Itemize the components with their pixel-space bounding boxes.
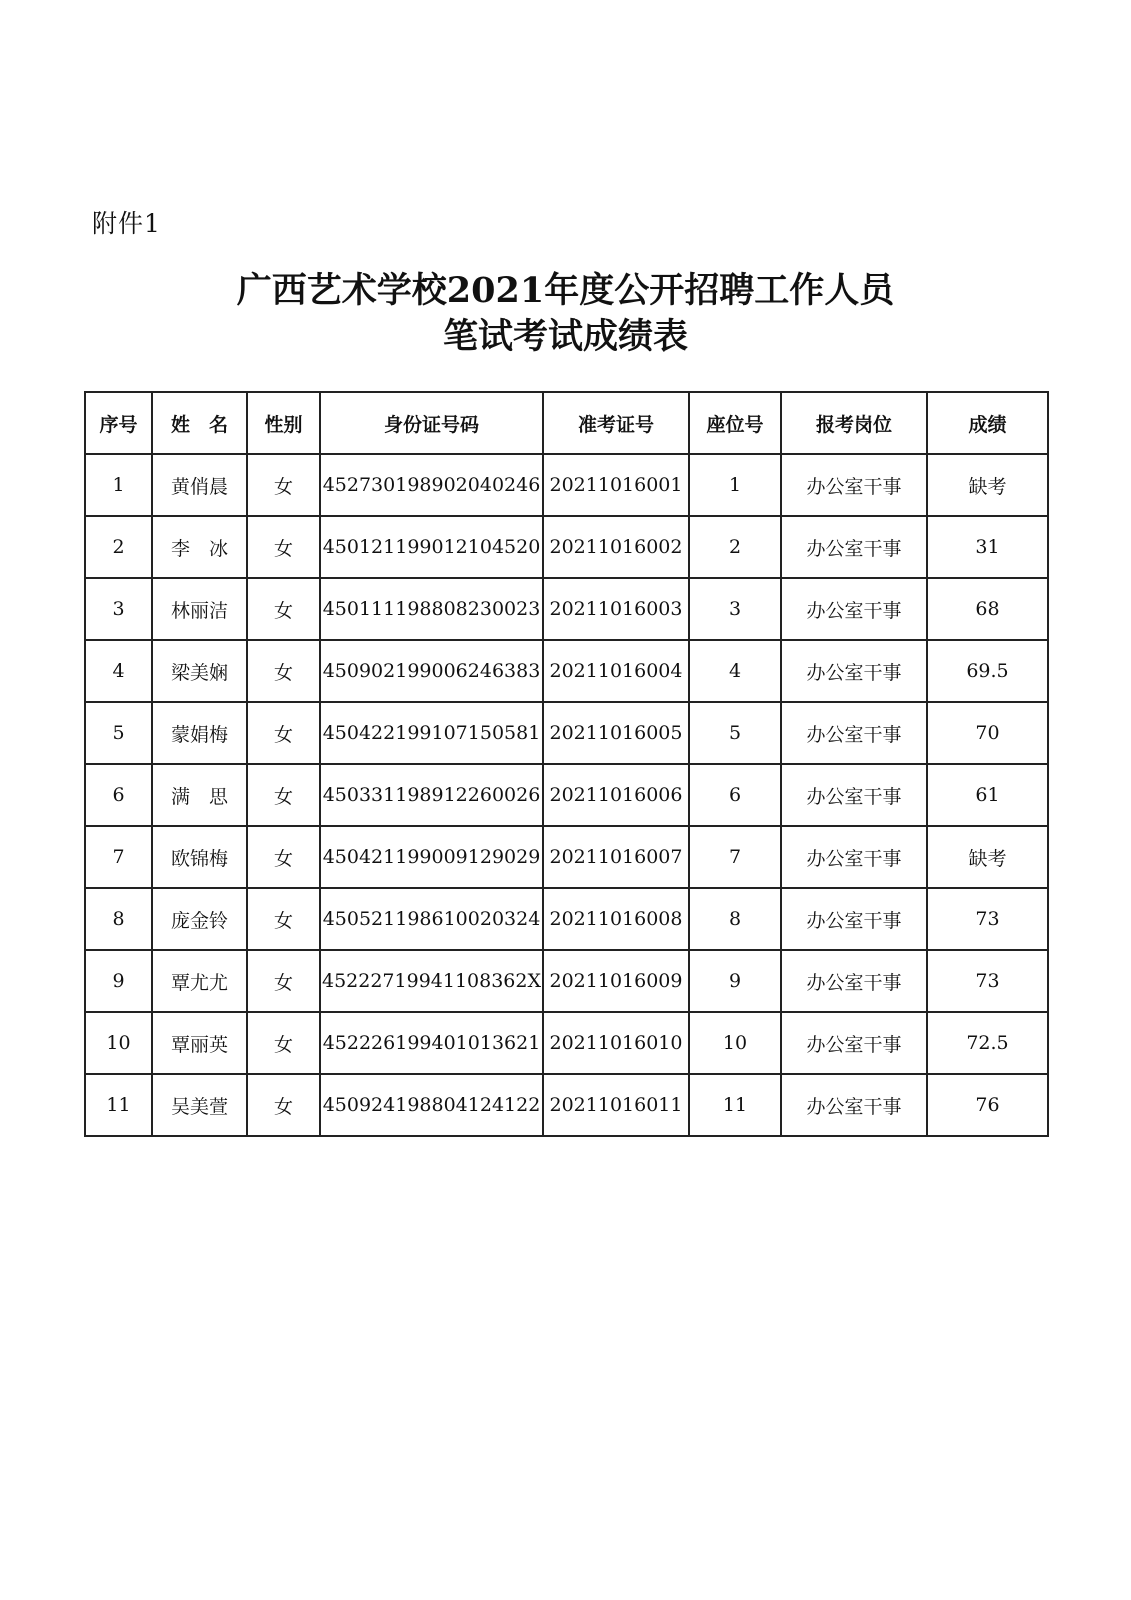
table-row xyxy=(85,950,1048,1012)
cell-seq: 2 xyxy=(85,516,152,578)
cell-seat: 11 xyxy=(689,1074,781,1136)
cell-exam-ticket: 20211016006 xyxy=(543,764,689,826)
cell-seat: 6 xyxy=(689,764,781,826)
cell-score: 31 xyxy=(927,516,1048,578)
cell-position: 办公室干事 xyxy=(781,888,927,950)
cell-exam-ticket: 20211016008 xyxy=(543,888,689,950)
document-title-line-1: 广西艺术学校2021年度公开招聘工作人员 xyxy=(236,270,895,311)
cell-position: 办公室干事 xyxy=(781,950,927,1012)
cell-id-number: 450421199009129029 xyxy=(320,826,543,888)
cell-gender: 女 xyxy=(247,950,320,1012)
cell-id-number: 452226199401013621 xyxy=(320,1012,543,1074)
cell-gender: 女 xyxy=(247,454,320,516)
cell-gender: 女 xyxy=(247,640,320,702)
cell-name: 满 思 xyxy=(152,764,247,826)
cell-id-number: 450121199012104520 xyxy=(320,516,543,578)
table-row xyxy=(85,888,1048,950)
header-exam-ticket: 准考证号 xyxy=(543,392,689,454)
cell-gender: 女 xyxy=(247,516,320,578)
table-row xyxy=(85,1012,1048,1074)
cell-position: 办公室干事 xyxy=(781,826,927,888)
cell-exam-ticket: 20211016001 xyxy=(543,454,689,516)
cell-position: 办公室干事 xyxy=(781,1074,927,1136)
cell-id-number: 450902199006246383 xyxy=(320,640,543,702)
attachment-label: 附件1 xyxy=(92,209,161,238)
cell-score: 缺考 xyxy=(927,454,1048,516)
cell-seat: 4 xyxy=(689,640,781,702)
cell-seat: 10 xyxy=(689,1012,781,1074)
document-title-line-2: 笔试考试成绩表 xyxy=(442,316,688,357)
cell-exam-ticket: 20211016010 xyxy=(543,1012,689,1074)
cell-position: 办公室干事 xyxy=(781,1012,927,1074)
cell-name: 欧锦梅 xyxy=(152,826,247,888)
table-row xyxy=(85,578,1048,640)
cell-id-number: 450924198804124122 xyxy=(320,1074,543,1136)
cell-gender: 女 xyxy=(247,1074,320,1136)
cell-id-number: 45222719941108362X xyxy=(320,950,543,1012)
cell-position: 办公室干事 xyxy=(781,764,927,826)
cell-seat: 8 xyxy=(689,888,781,950)
cell-name: 庞金铃 xyxy=(152,888,247,950)
table-row xyxy=(85,1074,1048,1136)
cell-gender: 女 xyxy=(247,826,320,888)
cell-id-number: 450331198912260026 xyxy=(320,764,543,826)
cell-seq: 8 xyxy=(85,888,152,950)
cell-seq: 1 xyxy=(85,454,152,516)
cell-seat: 7 xyxy=(689,826,781,888)
cell-position: 办公室干事 xyxy=(781,454,927,516)
cell-score: 73 xyxy=(927,888,1048,950)
cell-seq: 7 xyxy=(85,826,152,888)
cell-score: 61 xyxy=(927,764,1048,826)
cell-id-number: 450521198610020324 xyxy=(320,888,543,950)
table-row xyxy=(85,764,1048,826)
header-score: 成绩 xyxy=(927,392,1048,454)
cell-score: 68 xyxy=(927,578,1048,640)
cell-exam-ticket: 20211016003 xyxy=(543,578,689,640)
cell-score: 缺考 xyxy=(927,826,1048,888)
cell-seq: 10 xyxy=(85,1012,152,1074)
cell-exam-ticket: 20211016002 xyxy=(543,516,689,578)
cell-gender: 女 xyxy=(247,578,320,640)
cell-gender: 女 xyxy=(247,1012,320,1074)
cell-position: 办公室干事 xyxy=(781,516,927,578)
cell-exam-ticket: 20211016004 xyxy=(543,640,689,702)
cell-exam-ticket: 20211016007 xyxy=(543,826,689,888)
table-row xyxy=(85,454,1048,516)
cell-seq: 11 xyxy=(85,1074,152,1136)
scores-table xyxy=(84,391,1049,1137)
table-header-row xyxy=(85,392,1048,454)
cell-name: 蒙娟梅 xyxy=(152,702,247,764)
header-seat: 座位号 xyxy=(689,392,781,454)
cell-seat: 3 xyxy=(689,578,781,640)
cell-seat: 1 xyxy=(689,454,781,516)
cell-score: 69.5 xyxy=(927,640,1048,702)
header-seq: 序号 xyxy=(85,392,152,454)
table-row xyxy=(85,516,1048,578)
header-gender: 性别 xyxy=(247,392,320,454)
cell-seq: 3 xyxy=(85,578,152,640)
cell-seat: 5 xyxy=(689,702,781,764)
cell-name: 覃尤尤 xyxy=(152,950,247,1012)
cell-exam-ticket: 20211016009 xyxy=(543,950,689,1012)
cell-position: 办公室干事 xyxy=(781,578,927,640)
cell-seq: 6 xyxy=(85,764,152,826)
cell-seq: 9 xyxy=(85,950,152,1012)
header-name: 姓 名 xyxy=(152,392,247,454)
cell-id-number: 450111198808230023 xyxy=(320,578,543,640)
cell-name: 吴美萱 xyxy=(152,1074,247,1136)
cell-name: 李 冰 xyxy=(152,516,247,578)
cell-exam-ticket: 20211016005 xyxy=(543,702,689,764)
cell-score: 72.5 xyxy=(927,1012,1048,1074)
cell-name: 梁美娴 xyxy=(152,640,247,702)
header-position: 报考岗位 xyxy=(781,392,927,454)
cell-seat: 9 xyxy=(689,950,781,1012)
cell-seq: 4 xyxy=(85,640,152,702)
cell-seat: 2 xyxy=(689,516,781,578)
table-row xyxy=(85,640,1048,702)
cell-score: 70 xyxy=(927,702,1048,764)
cell-gender: 女 xyxy=(247,702,320,764)
table-row xyxy=(85,702,1048,764)
cell-seq: 5 xyxy=(85,702,152,764)
cell-name: 覃丽英 xyxy=(152,1012,247,1074)
cell-position: 办公室干事 xyxy=(781,702,927,764)
header-id-number: 身份证号码 xyxy=(320,392,543,454)
cell-id-number: 450422199107150581 xyxy=(320,702,543,764)
cell-name: 林丽洁 xyxy=(152,578,247,640)
cell-gender: 女 xyxy=(247,764,320,826)
table-row xyxy=(85,826,1048,888)
cell-score: 76 xyxy=(927,1074,1048,1136)
cell-id-number: 452730198902040246 xyxy=(320,454,543,516)
cell-name: 黄俏晨 xyxy=(152,454,247,516)
cell-position: 办公室干事 xyxy=(781,640,927,702)
cell-exam-ticket: 20211016011 xyxy=(543,1074,689,1136)
cell-gender: 女 xyxy=(247,888,320,950)
cell-score: 73 xyxy=(927,950,1048,1012)
